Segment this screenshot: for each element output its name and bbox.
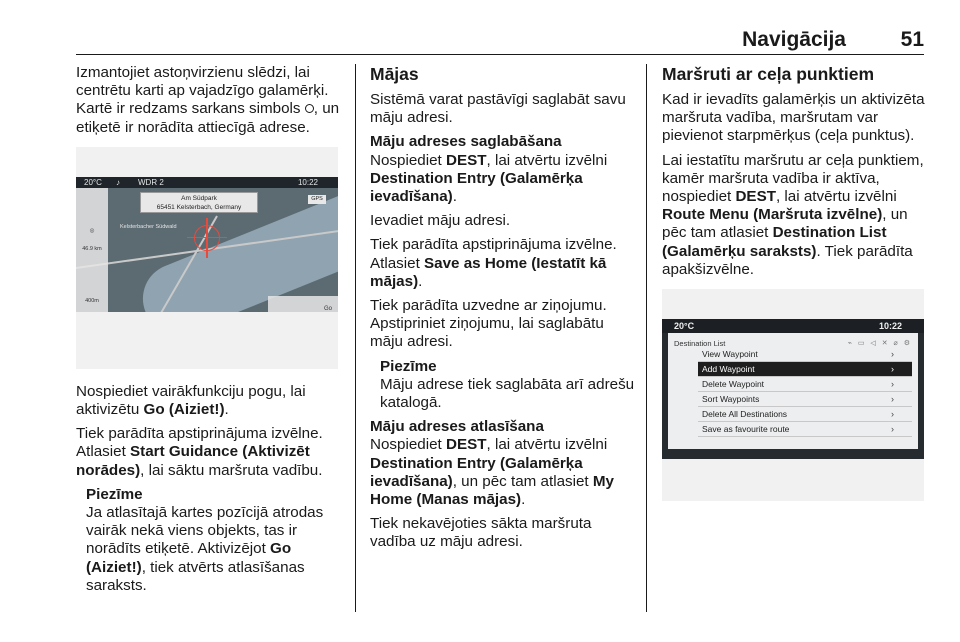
gps-badge: GPS	[308, 195, 326, 204]
temperature: 20°C	[674, 321, 695, 332]
red-circle-symbol-icon	[305, 104, 314, 113]
note	[76, 486, 346, 595]
go-softkey: Go	[268, 296, 338, 312]
column-divider-2	[646, 64, 647, 612]
destination-list-panel	[668, 333, 918, 449]
paragraph: Tiek nekavējoties sākta maršruta vadība uz māju adresi.	[370, 515, 592, 551]
clock: 10:22	[297, 177, 318, 187]
destination-list-screenshot	[662, 289, 924, 501]
menu-item[interactable]	[698, 347, 912, 362]
column-3	[662, 64, 928, 501]
panel-title: Destination List	[674, 339, 726, 349]
status-icons: ⌁ ▭ ◁ ✕ ⌀ ⚙	[847, 340, 912, 348]
column-2	[370, 64, 636, 558]
chevron-right-icon: ›	[891, 379, 894, 390]
navigation-map-screenshot	[76, 147, 338, 369]
page-title: Navigācija	[742, 28, 846, 51]
paragraph: Tiek parādīta apstiprinājuma izvēlne. Atlasiet Save as Home (Iestatīt kā mājas).	[370, 236, 617, 290]
destination-menu	[698, 347, 912, 437]
paragraph: Nospiediet vairākfunkciju pogu, lai aktivizētu Go (Aiziet!).	[76, 382, 306, 419]
header-divider	[76, 54, 924, 55]
note-body: Māju adrese tiek saglabāta arī adrešu katalogā.	[380, 375, 635, 412]
menu-item[interactable]	[698, 392, 912, 407]
subsection-heading: Māju adreses saglabāšana	[370, 133, 562, 151]
chevron-right-icon: ›	[891, 424, 894, 435]
distance-readout: 46.9 km	[82, 245, 102, 252]
note-heading: Piezīme	[380, 357, 437, 375]
paragraph: Izmantojiet astoņvirzienu slēdzi, lai centrētu karti ap vajadzīgo galamērķi. Kartē ir redzams sarkans simbols , un etiķetē ir norādīta attiecīgā adrese.	[76, 64, 340, 136]
menu-item[interactable]	[698, 422, 912, 437]
map-display	[76, 177, 338, 312]
crosshair-icon	[194, 225, 220, 251]
chevron-right-icon: ›	[891, 364, 894, 375]
menu-item[interactable]	[698, 377, 912, 392]
chevron-right-icon: ›	[891, 409, 894, 420]
page-header	[76, 28, 924, 54]
map-area-label: Kelsterbacher Südwald	[120, 223, 177, 230]
music-note-icon: ♪	[116, 177, 120, 187]
paragraph: Ievadiet māju adresi.	[370, 212, 511, 230]
chevron-right-icon: ›	[891, 394, 894, 405]
paragraph: Nospiediet DEST, lai atvērtu izvēlni Destination Entry (Galamērķa ievadīšana).	[370, 151, 608, 206]
paragraph: Nospiediet DEST, lai atvērtu izvēlni Destination Entry (Galamērķa ievadīšana), un pēc tam atlasiet My Home (Manas mājas).	[370, 436, 614, 509]
menu-item-label: Save as favourite route	[702, 424, 790, 435]
map-side-panel	[76, 188, 108, 312]
map-status-bar	[76, 177, 338, 188]
section-heading: Mājas	[370, 64, 419, 84]
menu-item-label: Sort Waypoints	[702, 394, 760, 405]
menu-item-label: Delete All Destinations	[702, 409, 788, 420]
paragraph: Kad ir ievadīts galamērķis un aktivizēta maršruta vadība, maršrutam var pievienot starpmērķus (ceļa punktus).	[662, 91, 925, 145]
menu-item[interactable]	[698, 362, 912, 377]
temperature: 20°C	[84, 177, 102, 187]
paragraph: Lai iestatītu maršrutu ar ceļa punktiem, kamēr maršruta vadība ir aktīva, nospiediet DEST, lai atvērtu izvēlni Route Menu (Maršruta izvēlne), un pēc tam atlasiet Destination List (Galamērķu saraksts). Tiek parādīta apakšizvēlne.	[662, 151, 924, 278]
column-divider-1	[355, 64, 356, 612]
menu-item-label: Delete Waypoint	[702, 379, 765, 390]
section-heading: Maršruti ar ceļa punktiem	[662, 64, 875, 84]
map-scale: 400m	[85, 297, 99, 304]
menu-item-label: Add Waypoint	[702, 364, 755, 375]
display-status-bar	[662, 319, 924, 333]
clock: 10:22	[878, 321, 902, 332]
menu-item[interactable]	[698, 407, 912, 422]
subsection-heading: Māju adreses atlasīšana	[370, 418, 544, 436]
note-heading: Piezīme	[86, 485, 143, 503]
menu-item-label: View Waypoint	[702, 349, 758, 360]
page-number: 51	[900, 28, 924, 51]
note	[370, 358, 636, 413]
radio-station: WDR 2	[138, 177, 164, 187]
paragraph: Sistēmā varat pastāvīgi saglabāt savu māju adresi.	[370, 91, 626, 127]
paragraph: Tiek parādīta uzvedne ar ziņojumu. Apstipriniet ziņojumu, lai saglabātu māju adresi.	[370, 297, 607, 351]
destination-list-display	[662, 319, 924, 459]
column-1	[76, 64, 346, 601]
note-body: Ja atlasītajā kartes pozīcijā atrodas vairāk nekā viens objekts, tas ir norādīts etiķetē. Aktivizējot Go (Aiziet!), tiek atvērts atlasīšanas saraksts.	[86, 504, 324, 594]
paragraph: Tiek parādīta apstiprinājuma izvēlne. Atlasiet Start Guidance (Aktivizēt norādes), lai sāktu maršruta vadību.	[76, 425, 323, 479]
chevron-right-icon: ›	[891, 349, 894, 360]
address-label: Am Südpark 65451 Kelsterbach, Germany	[140, 192, 258, 213]
compass-icon: ◎	[89, 227, 95, 234]
